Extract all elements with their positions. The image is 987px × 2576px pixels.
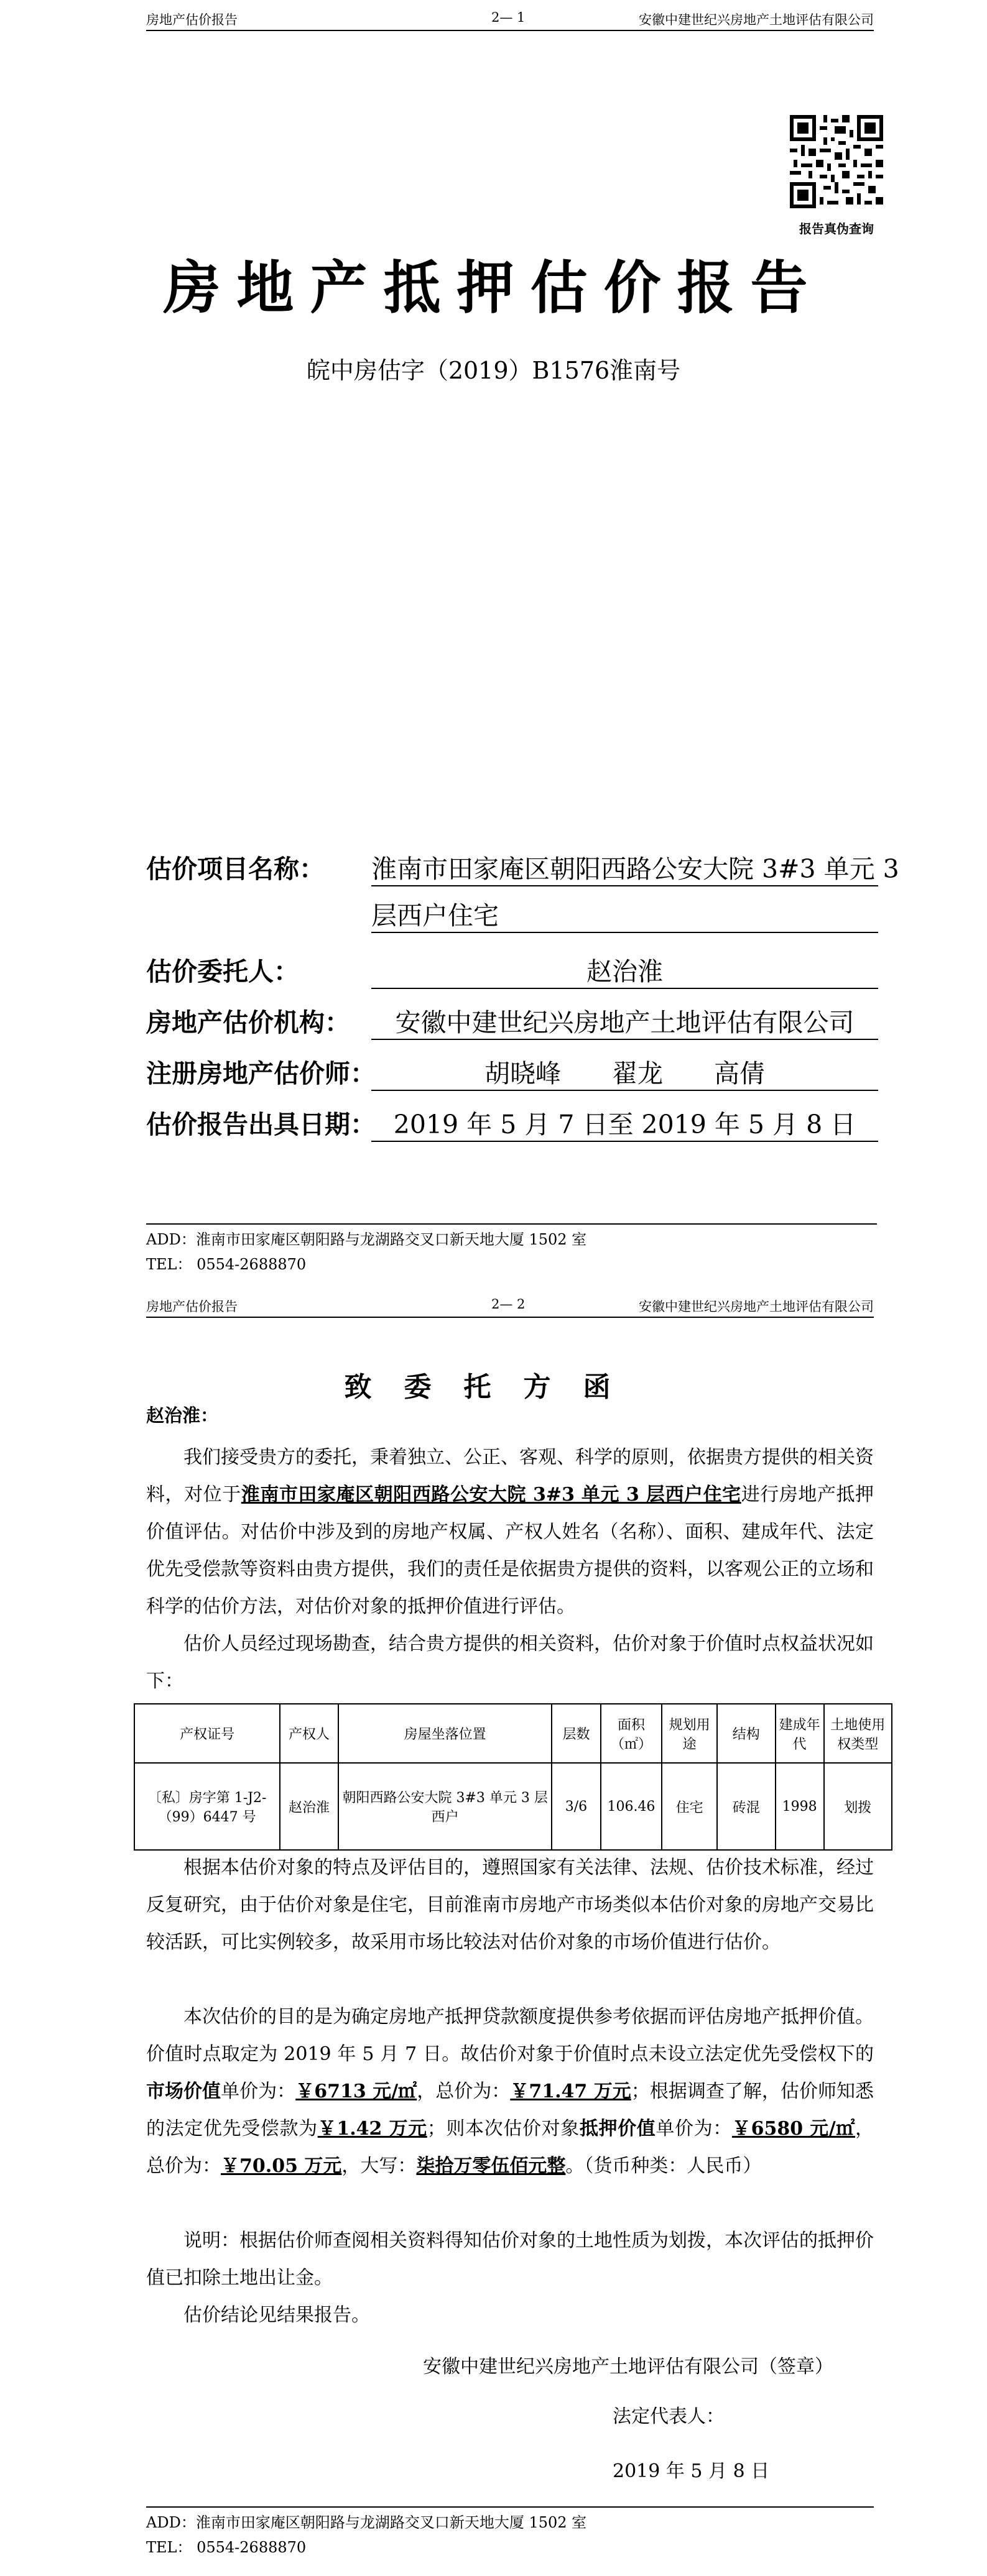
text: 进行房地产抵押价值评估。对估价中涉及到的房地产权属、产权人姓名（名称）、面积、建成年代、法定优先受偿款等资料由贵方提供，我们的责任是依据贵方提供的资料，以客观公正的立场和科学的估价方法，对估价对象的抵押价值进行评估。 — [146, 1484, 874, 1617]
field-label: 房地产估价机构： — [146, 1008, 350, 1037]
market-total-price: ￥71.47 万元 — [510, 2081, 631, 2102]
footer-address: ADD：淮南市田家庵区朝阳路与龙湖路交叉口新天地大厦 1502 室 — [146, 1231, 587, 1248]
field-value: 层西户住宅 — [371, 895, 878, 933]
mortgage-unit-price: ￥6580 元/㎡ — [731, 2118, 856, 2140]
mortgage-value-label: 抵押价值 — [579, 2118, 656, 2140]
table-cell: 106.46 — [601, 1763, 662, 1850]
footer-tel: TEL： 0554-2688870 — [146, 1256, 307, 1273]
text: 单价为： — [221, 2081, 296, 2102]
text: 单价为： — [656, 2118, 732, 2140]
table-cell: 住宅 — [662, 1763, 716, 1850]
market-value-label: 市场价值 — [146, 2081, 221, 2102]
text: ，大写： — [341, 2155, 417, 2177]
page-footer — [146, 2506, 586, 2560]
table-header: 产权人 — [280, 1704, 338, 1763]
letter-paragraph-4 — [146, 1999, 874, 2185]
field-label: 估价委托人： — [146, 957, 299, 987]
signature-representative: 法定代表人： — [613, 2406, 725, 2427]
footer-rule — [146, 2506, 874, 2508]
field-value: 安徽中建世纪兴房地产土地评估有限公司 — [371, 1002, 878, 1040]
table-header: 规划用途 — [662, 1704, 716, 1763]
table-header: 面积（㎡） — [601, 1704, 662, 1763]
letter-paragraph-5: 说明：根据估价师查阅相关资料得知估价对象的土地性质为划拨，本次评估的抵押价值已扣除土地出让金。 — [146, 2230, 874, 2289]
table-header: 土地使用权类型 — [824, 1704, 892, 1763]
field-label: 估价报告出具日期： — [146, 1110, 376, 1139]
table-header: 建成年代 — [776, 1704, 824, 1763]
field-value: 赵治淮 — [371, 951, 878, 989]
header-company: 安徽中建世纪兴房地产土地评估有限公司 — [639, 1299, 874, 1314]
property-address: 淮南市田家庵区朝阳西路公安大院 3#3 单元 3 层西户住宅 — [241, 1484, 741, 1506]
header-page-number: 2— 1 — [491, 10, 526, 25]
report-reference-number: 皖中房估字（2019）B1576淮南号 — [306, 357, 681, 384]
footer-tel: TEL： 0554-2688870 — [146, 2539, 307, 2556]
table-header-row — [134, 1704, 892, 1763]
table-header: 层数 — [552, 1704, 600, 1763]
table-row — [134, 1763, 892, 1850]
text: 本次估价的目的是为确定房地产抵押贷款额度提供参考依据而评估房地产抵押价值。价值时点取定为 2019 年 5 月 7 日。故估价对象于价值时点未设立法定优先受偿权下的 — [146, 2006, 874, 2065]
table-cell: 划拨 — [824, 1763, 892, 1850]
table-header: 产权证号 — [134, 1704, 280, 1763]
letter-salutation: 赵治淮： — [146, 1405, 219, 1426]
field-value: 2019 年 5 月 7 日至 2019 年 5 月 8 日 — [371, 1104, 878, 1142]
priority-claim-amount: ￥1.42 万元 — [317, 2118, 427, 2140]
field-value: 淮南市田家庵区朝阳西路公安大院 3#3 单元 3 — [371, 849, 878, 886]
table-header: 房屋坐落位置 — [338, 1704, 552, 1763]
table-cell: 砖混 — [717, 1763, 776, 1850]
table-header: 结构 — [717, 1704, 776, 1763]
text: 我们接受贵方的委托，秉着独立、公正、客观、科学的原则，依据贵方提供的相关资料，对位于 — [146, 1447, 874, 1506]
qr-caption: 报告真伪查询 — [799, 221, 874, 236]
signature-date: 2019 年 5 月 8 日 — [613, 2460, 770, 2482]
field-label: 估价项目名称： — [146, 854, 325, 884]
field-value: 胡晓峰 翟龙 高倩 — [371, 1053, 878, 1091]
header-page-number: 2— 2 — [491, 1297, 526, 1312]
text: ；根据调查了解，估价师知悉的法定优先受偿款为 — [146, 2081, 874, 2140]
letter-title: 致委托方函 — [344, 1371, 643, 1403]
text: ，总价为： — [146, 2118, 874, 2177]
table-cell: 3/6 — [552, 1763, 600, 1850]
table-cell: 赵治淮 — [280, 1763, 338, 1850]
footer-rule — [146, 1223, 877, 1225]
property-rights-table — [134, 1703, 892, 1851]
table-cell: 1998 — [776, 1763, 824, 1850]
header-doc-type: 房地产估价报告 — [146, 12, 238, 27]
text: ，总价为： — [417, 2081, 511, 2102]
mortgage-total-capital: 柒拾万零伍佰元整 — [416, 2155, 566, 2177]
cover-page — [0, 0, 987, 1287]
page-header — [146, 7, 874, 31]
letter-page — [0, 1287, 987, 2576]
qr-code-icon[interactable] — [790, 115, 883, 208]
table-cell: 〔私〕房字第 1-J2-（99）6447 号 — [134, 1763, 280, 1850]
signature-company: 安徽中建世纪兴房地产土地评估有限公司（签章） — [423, 2356, 833, 2378]
table-cell: 朝阳西路公安大院 3#3 单元 3 层西户 — [338, 1763, 552, 1850]
letter-paragraph-1 — [146, 1439, 874, 1626]
mortgage-total-price: ￥70.05 万元 — [221, 2155, 342, 2177]
header-doc-type: 房地产估价报告 — [146, 1299, 238, 1314]
letter-paragraph-2: 估价人员经过现场勘查，结合贵方提供的相关资料，估价对象于价值时点权益状况如下： — [146, 1633, 874, 1692]
market-unit-price: ￥6713 元/㎡ — [295, 2081, 417, 2102]
field-label: 注册房地产估价师： — [146, 1059, 376, 1088]
page-footer — [146, 1223, 586, 1277]
letter-paragraph-6: 估价结论见结果报告。 — [183, 2304, 370, 2326]
text: ；则本次估价对象 — [427, 2118, 580, 2140]
header-company: 安徽中建世纪兴房地产土地评估有限公司 — [639, 12, 874, 27]
report-title: 房地产抵押估价报告 — [163, 255, 824, 321]
letter-paragraph-3: 根据本估价对象的特点及评估目的，遵照国家有关法律、法规、估价技术标准，经过反复研究，由于估价对象是住宅，目前淮南市房地产市场类似本估价对象的房地产交易比较活跃，可比实例较多，故采用市场比较法对估价对象的市场价值进行估价。 — [146, 1857, 874, 1953]
page-header — [146, 1294, 874, 1318]
footer-address: ADD：淮南市田家庵区朝阳路与龙湖路交叉口新天地大厦 1502 室 — [146, 2514, 587, 2531]
text: 。（货币种类：人民币） — [565, 2155, 762, 2177]
